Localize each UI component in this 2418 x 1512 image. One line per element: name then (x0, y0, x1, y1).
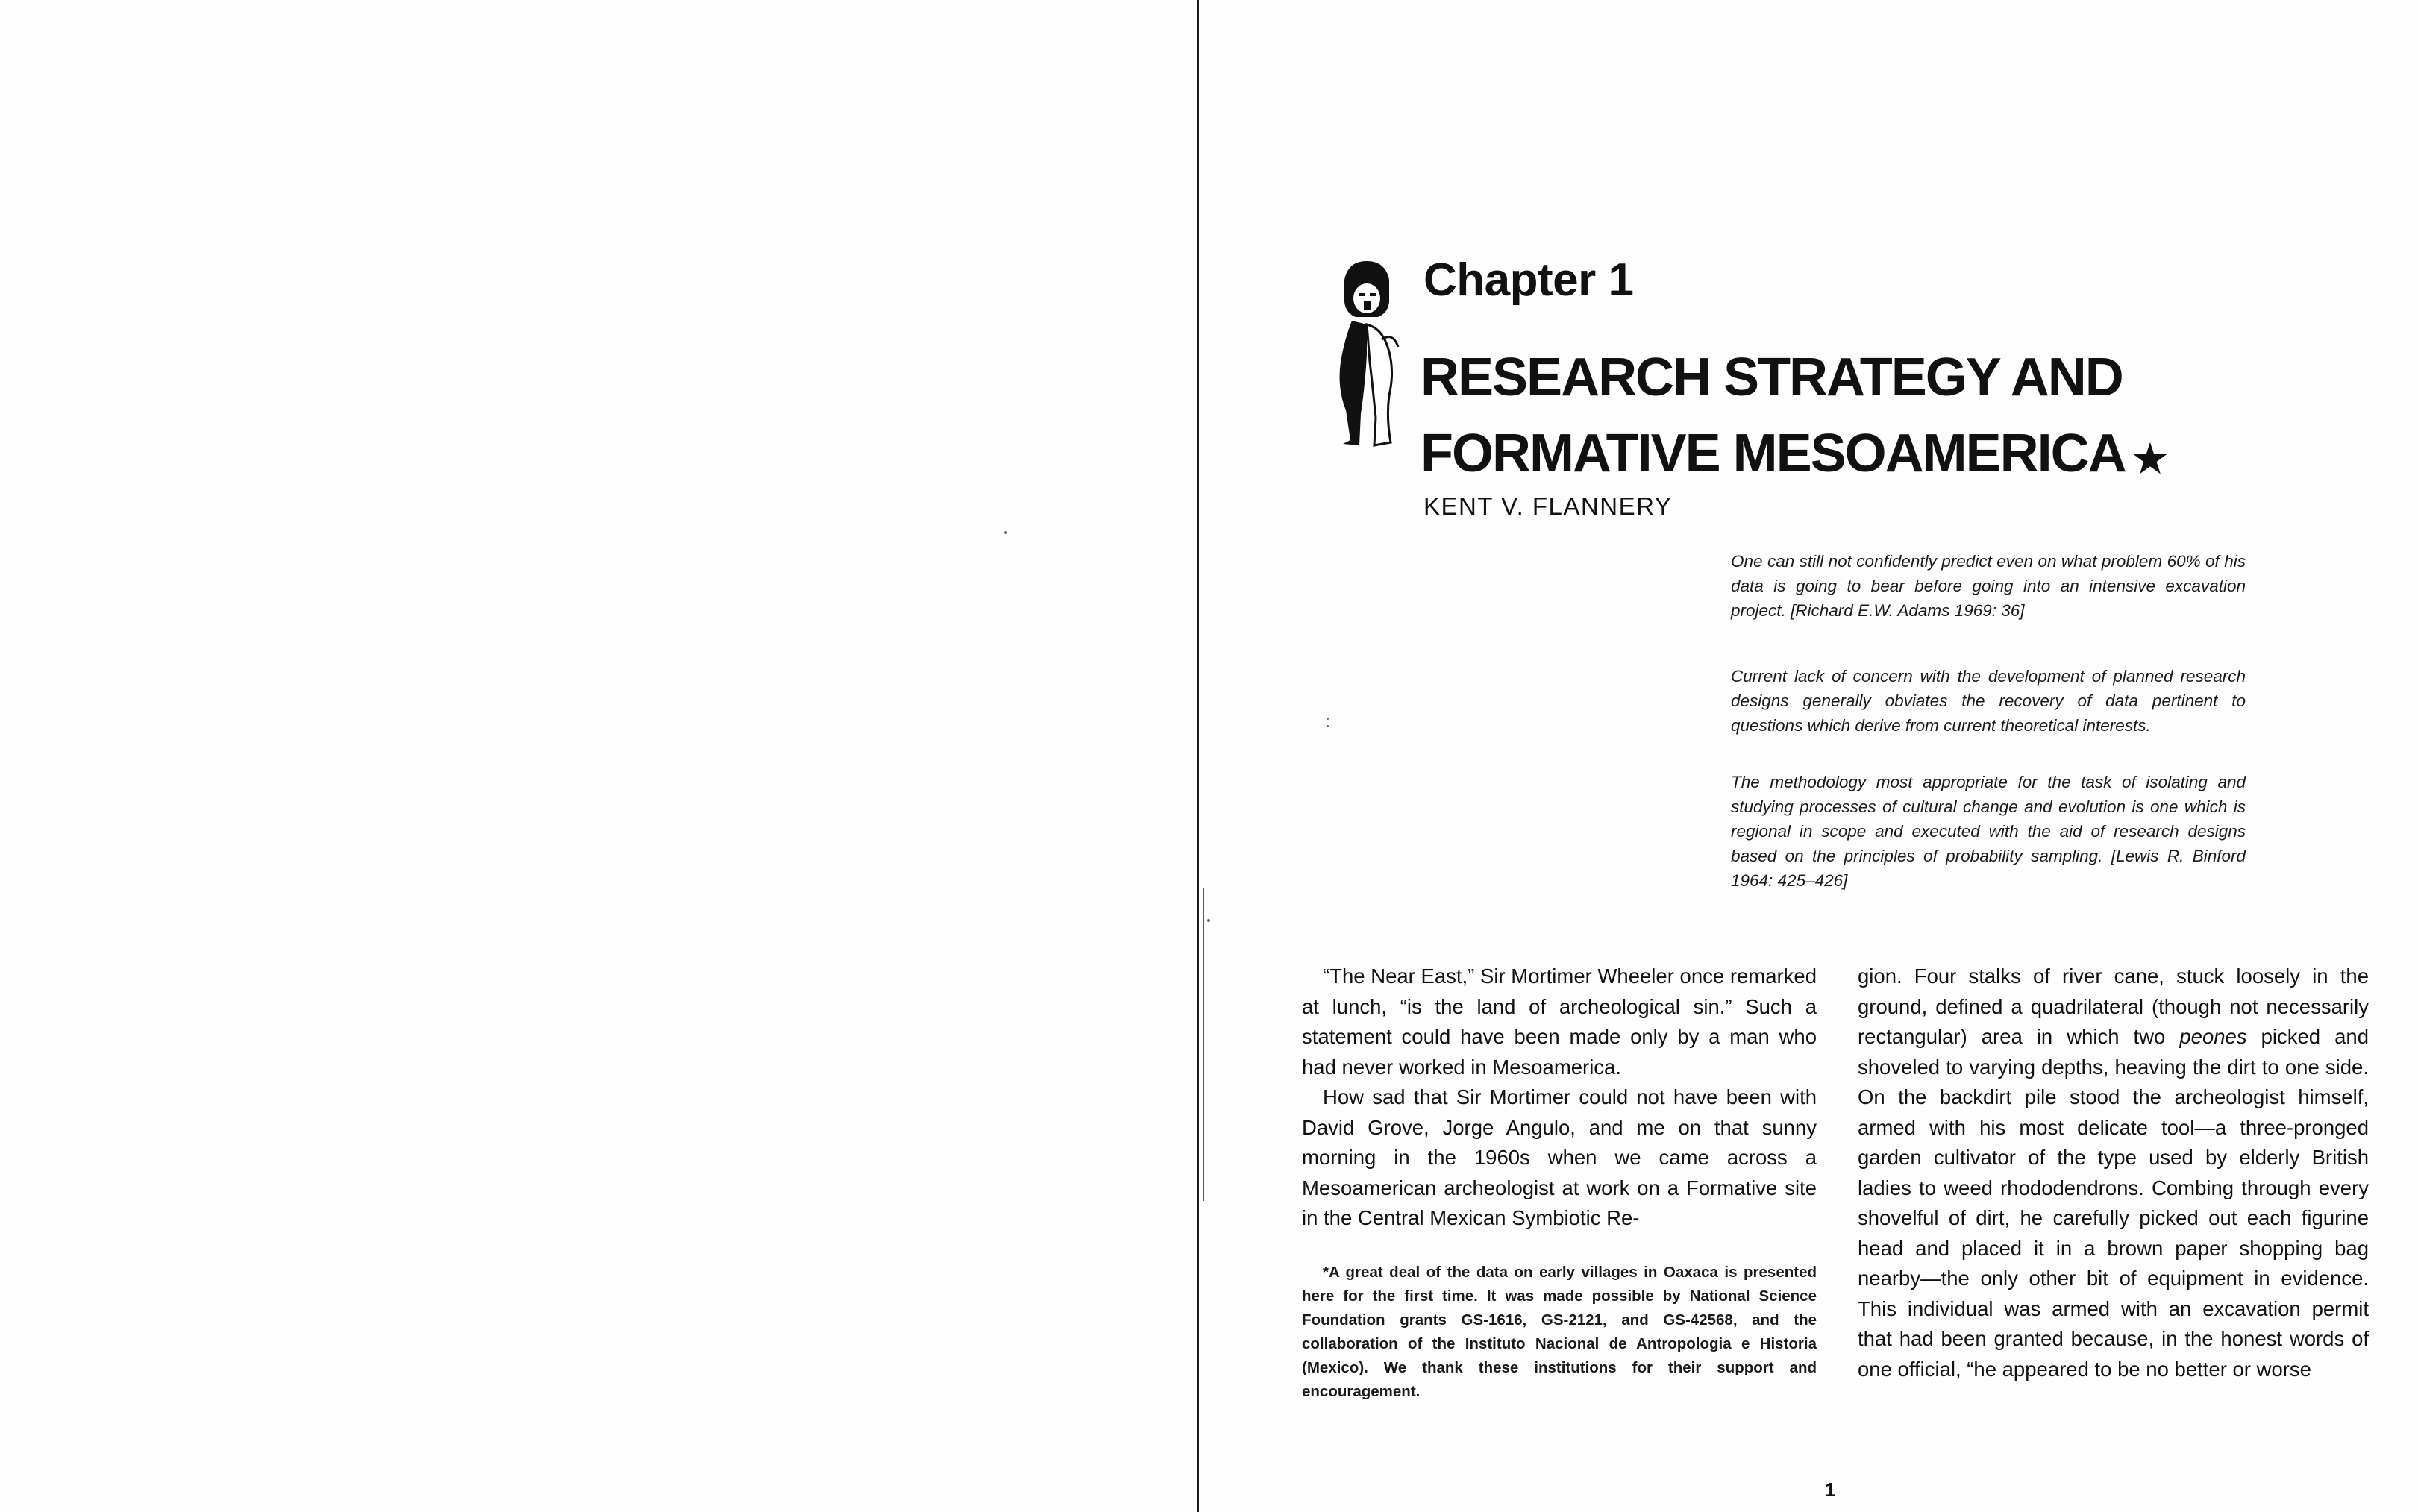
chapter-title-line (1421, 415, 2166, 492)
gutter-shadow (1203, 888, 1204, 1201)
chapter-title-line-text: FORMATIVE MESOAMERICA (1421, 424, 2126, 483)
page-number: 1 (1825, 1478, 1836, 1501)
body-text: picked and shoveled to varying depths, heaving the dirt to one side. On the backdirt pile stood the archeologist himself, armed with his most delicate tool—a three-pronged garden cultivator of the type used by elderly British ladies to weed rhododendrons. Combing through every shovelful of dirt, he carefully picked out each figurine head and placed it in a brown paper shopping bag nearby—the only other bit of equipment in evidence. This individual was armed with an excavation permit that had been granted because, in the honest words of one official, “he appeared to be no better or worse (1858, 1025, 2369, 1381)
body-italic-term: peones (2179, 1025, 2247, 1048)
scan-speck (1004, 531, 1007, 534)
body-column-left (1302, 962, 1817, 1234)
chapter-title (1421, 339, 2166, 492)
scan-speck (1327, 725, 1329, 727)
epigraph: Current lack of concern with the development of planned research designs generally obviates the recovery of data pertinent to questions which derive from current theoretical interests. (1731, 667, 2246, 735)
chapter-author: KENT V. FLANNERY (1423, 492, 1673, 520)
body-paragraph (1858, 962, 2369, 1384)
body-paragraph: “The Near East,” Sir Mortimer Wheeler once remarked at lunch, “is the land of archeological sin.” Such a statement could have been made only by a man who had never worked in Mesoamerica. (1302, 964, 1817, 1079)
book-gutter (1197, 0, 1199, 1512)
scan-speck (1207, 919, 1210, 922)
epigraph: The methodology most appropriate for the task of isolating and studying processes of cultural change and evolution is one which is regional in scope and executed with the aid of research designs based on the principles of probability sampling. [Lewis R. Binford 1964: 425–426] (1731, 773, 2246, 890)
footnote-text: *A great deal of the data on early villages in Oaxaca is presented here for the first time. It was made possible by National Science Foundation grants GS-1616, GS-2121, and GS-42568, and the collaboration of the Instituto Nacional de Antropologia e Historia (Mexico). We thank these institutions for their support and encouragement. (1302, 1264, 1817, 1400)
footnote (1302, 1261, 1817, 1404)
chapter-label: Chapter 1 (1423, 254, 1634, 306)
body-paragraph: How sad that Sir Mortimer could not have been with David Grove, Jorge Angulo, and me on that sunny morning in the 1960s when we came across a Mesoamerican archeologist at work on a Formative site in the Central Mexican Symbiotic Re- (1302, 1085, 1817, 1229)
chapter-title-line: RESEARCH STRATEGY AND (1421, 348, 2123, 407)
figurine-illustration (1329, 257, 1404, 451)
body-text: gion. Four stalks of river cane, stuck loosely in the ground, defined a quadrilateral (though not necessarily rectangular) area in which two (1858, 964, 2369, 1048)
footnote-star-marker[interactable]: ★ (2132, 438, 2167, 481)
scan-speck (1327, 718, 1329, 720)
epigraph: One can still not confidently predict even on what problem 60% of his data is going to bear before going into an intensive excavation project. [Richard E.W. Adams 1969: 36] (1731, 552, 2246, 620)
body-column-right (1858, 962, 2369, 1384)
